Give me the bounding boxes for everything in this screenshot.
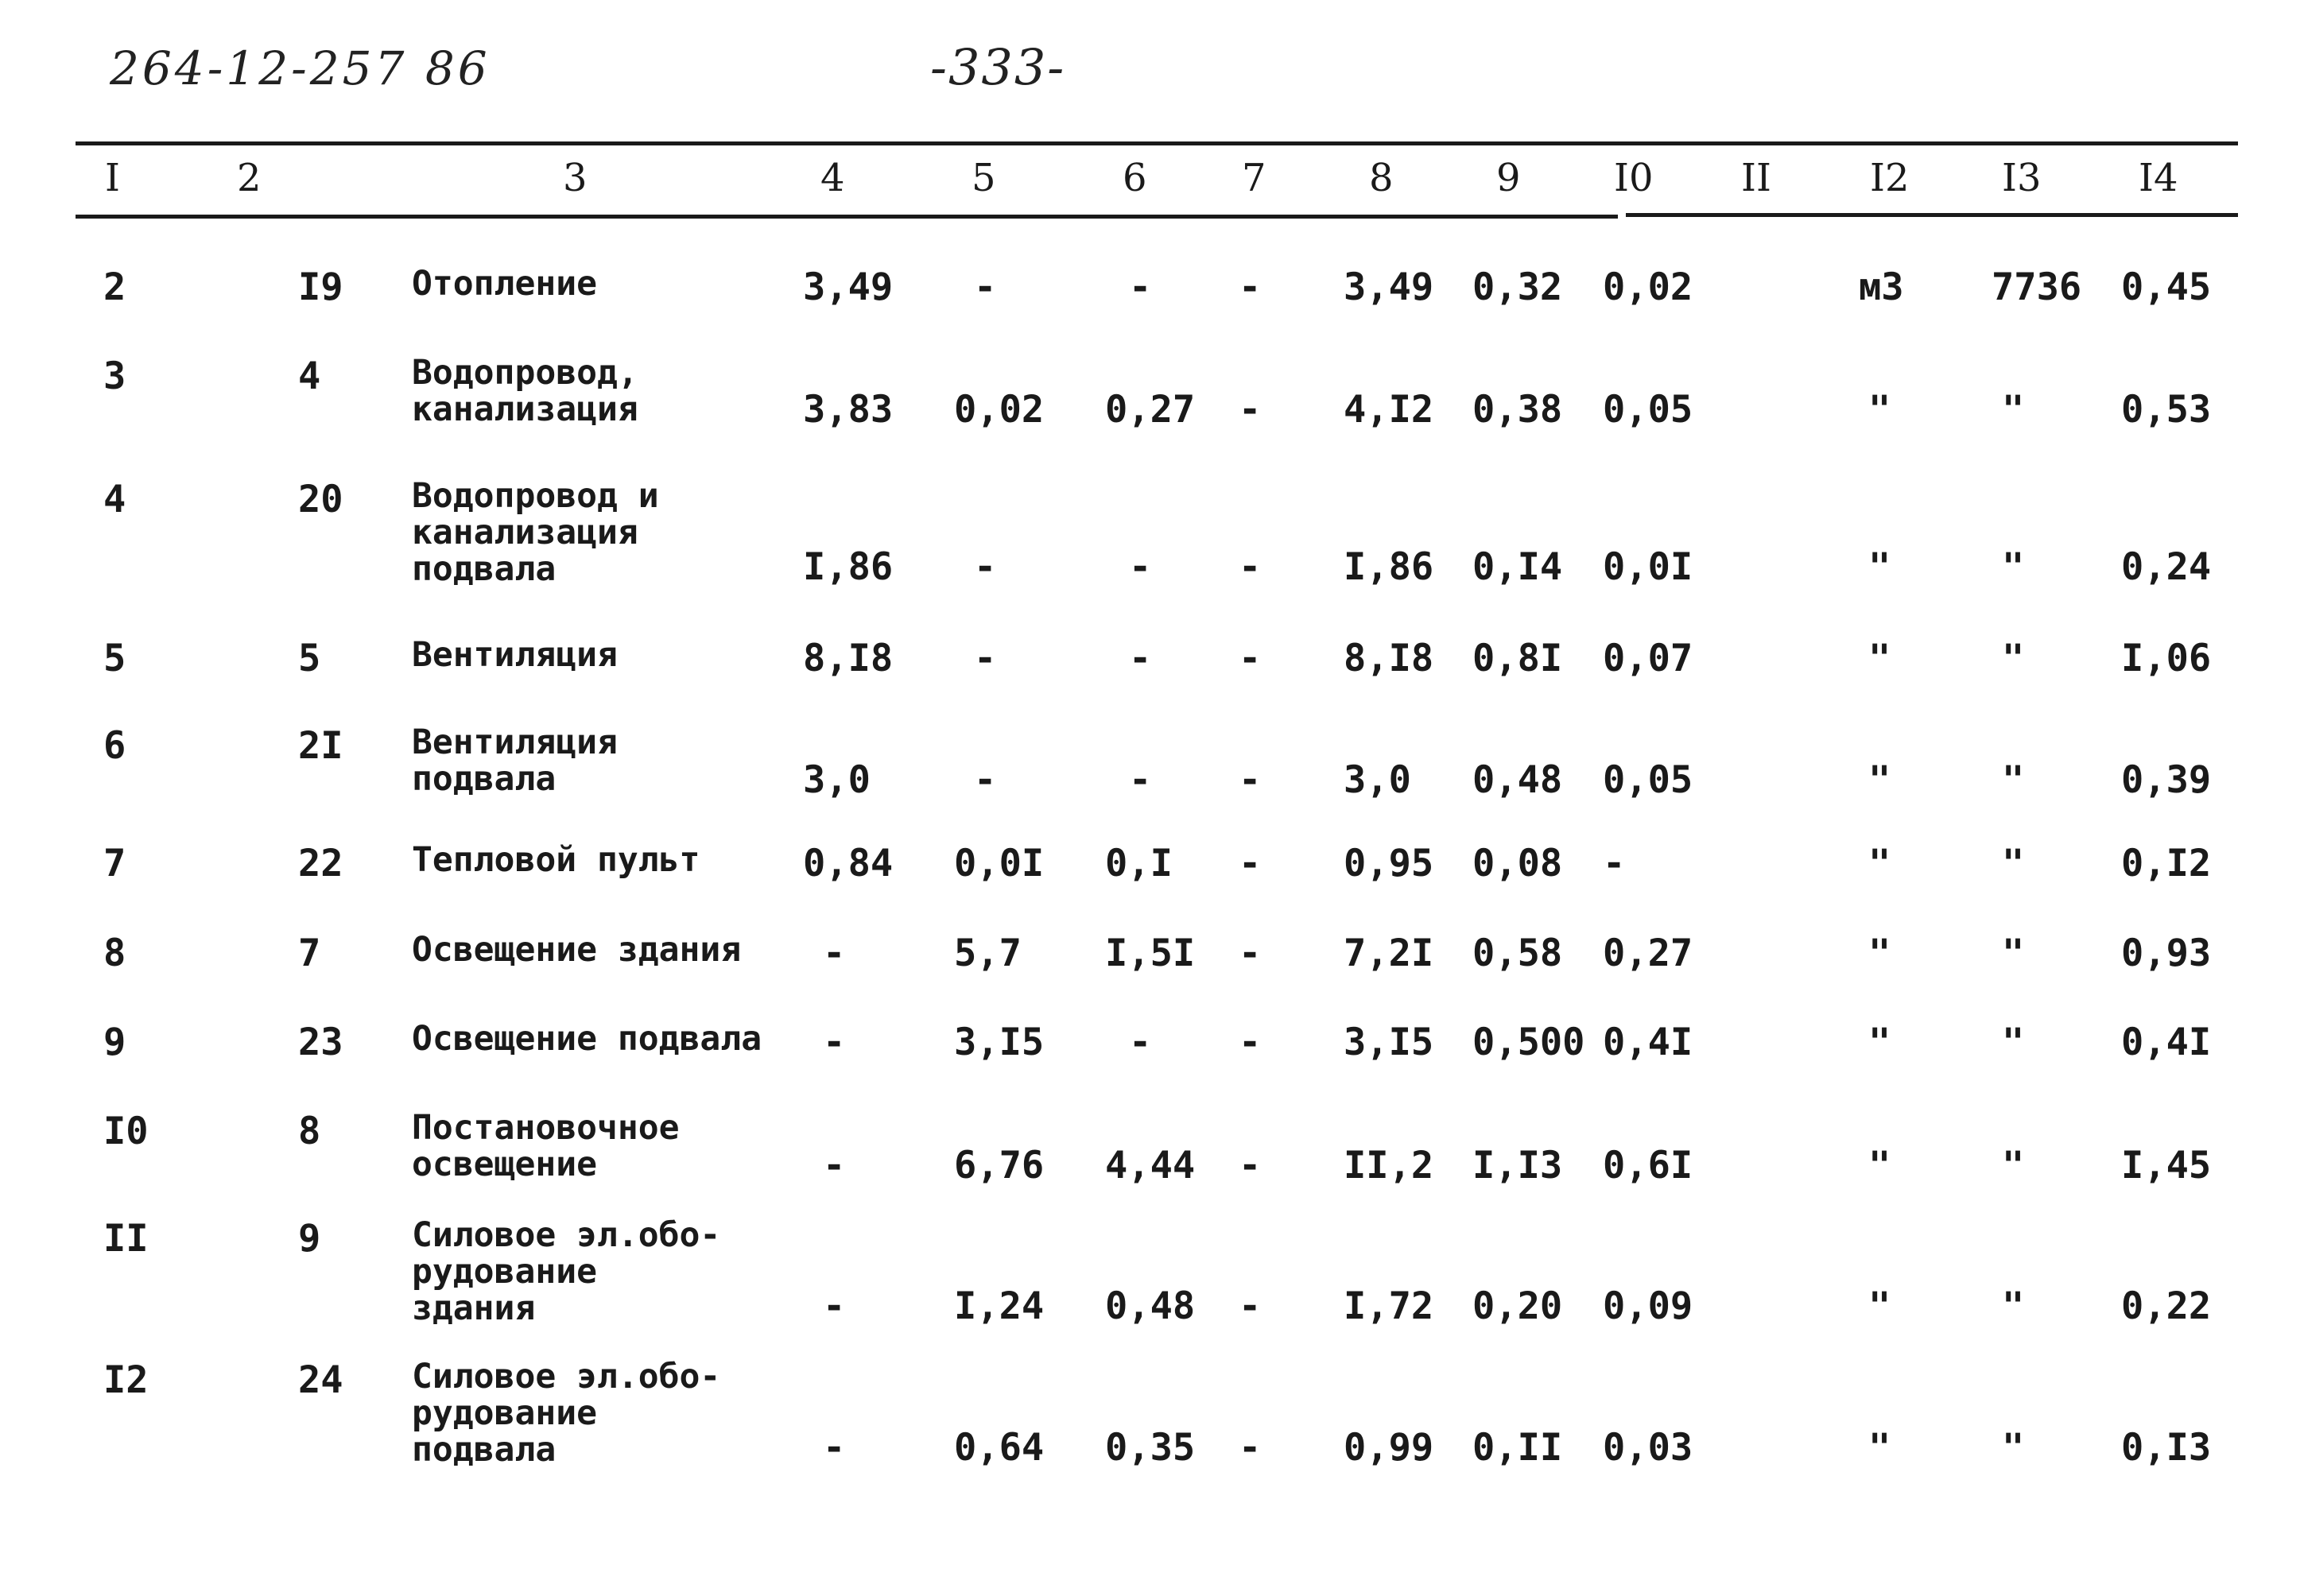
cell-c12: " [1868,545,1891,589]
cell-c5: 0,0I [954,842,1045,885]
row-code: 9 [298,1217,321,1261]
cell-c8: 0,99 [1344,1426,1434,1470]
cell-c8: 4,I2 [1344,388,1434,432]
cell-c10: 0,27 [1603,932,1693,975]
row-name: Вентиляция подвала [412,722,618,799]
cell-c7: - [1239,842,1262,885]
cell-c4: - [823,1021,846,1064]
cell-c13: " [2002,1144,2025,1187]
cell-c14: 0,53 [2121,388,2212,432]
cell-c10: 0,05 [1603,758,1693,802]
cell-c5: 6,76 [954,1144,1045,1187]
cell-c6: 0,27 [1105,388,1196,432]
cell-c13: " [2002,758,2025,802]
column-header: I2 [1870,156,1910,200]
cell-c4: - [823,1426,846,1470]
cell-c9: 0,58 [1472,932,1563,975]
cell-c12: " [1868,932,1891,975]
column-header: 8 [1369,156,1394,200]
cell-c14: 0,24 [2121,545,2212,589]
row-name: Вентиляция [412,635,618,675]
cell-c10: 0,07 [1603,637,1693,680]
row-number: 3 [103,354,126,398]
cell-c12: " [1868,758,1891,802]
cell-c7: - [1239,758,1262,802]
cell-c9: 0,38 [1472,388,1563,432]
cell-c8: 3,0 [1344,758,1411,802]
cell-c10: 0,05 [1603,388,1693,432]
cell-c9: 0,500 [1472,1021,1585,1064]
table-top-rule [76,141,2238,145]
row-name: Освещение здания [412,930,742,970]
row-number: 2 [103,265,126,309]
cell-c7: - [1239,1144,1262,1187]
cell-c9: 0,I4 [1472,545,1563,589]
row-code: 5 [298,637,321,680]
column-header: 6 [1123,156,1147,200]
cell-c14: 0,I3 [2121,1426,2212,1470]
cell-c13: " [2002,842,2025,885]
cell-c10: - [1603,842,1626,885]
cell-c9: 0,8I [1472,637,1563,680]
row-name: Освещение подвала [412,1019,762,1059]
cell-c6: - [1129,545,1152,589]
row-number: 4 [103,478,126,521]
column-header: 5 [972,156,996,200]
cell-c5: - [974,545,997,589]
cell-c14: 0,39 [2121,758,2212,802]
document-code: 264-12-257 86 [110,41,491,95]
cell-c5: - [974,265,997,309]
cell-c13: 7736 [1992,265,2082,309]
cell-c8: I,86 [1344,545,1434,589]
row-code: 2I [298,724,343,768]
cell-c9: 0,08 [1472,842,1563,885]
cell-c8: I,72 [1344,1284,1434,1328]
cell-c5: 0,64 [954,1426,1045,1470]
header-bottom-rule-right [1626,213,2238,217]
cell-c6: - [1129,637,1152,680]
column-header: 9 [1496,156,1521,200]
cell-c6: 0,48 [1105,1284,1196,1328]
cell-c4: 8,I8 [803,637,894,680]
cell-c6: - [1129,1021,1152,1064]
row-number: 8 [103,932,126,975]
row-number: 6 [103,724,126,768]
cell-c4: - [823,932,846,975]
cell-c10: 0,02 [1603,265,1693,309]
cell-c13: " [2002,1426,2025,1470]
cell-c12: " [1868,637,1891,680]
cell-c13: " [2002,388,2025,432]
cell-c7: - [1239,265,1262,309]
column-header: II [1741,156,1771,200]
row-name: Водопровод и канализация подвала [412,476,659,589]
cell-c13: " [2002,932,2025,975]
cell-c8: 0,95 [1344,842,1434,885]
row-code: 22 [298,842,343,885]
cell-c8: 3,I5 [1344,1021,1434,1064]
cell-c4: 3,83 [803,388,894,432]
column-header: 7 [1242,156,1266,200]
cell-c6: - [1129,265,1152,309]
cell-c12: " [1868,388,1891,432]
cell-c7: - [1239,545,1262,589]
cell-c4: - [823,1144,846,1187]
cell-c4: 0,84 [803,842,894,885]
row-number: 9 [103,1021,126,1064]
cell-c8: II,2 [1344,1144,1434,1187]
cell-c6: - [1129,758,1152,802]
cell-c5: - [974,758,997,802]
cell-c10: 0,6I [1603,1144,1693,1187]
cell-c5: 5,7 [954,932,1022,975]
cell-c14: I,45 [2121,1144,2212,1187]
row-name: Силовое эл.обо- рудование подвала [412,1357,721,1470]
cell-c14: I,06 [2121,637,2212,680]
page-number: -333- [930,38,1066,96]
cell-c6: 0,I [1105,842,1173,885]
column-header: I [105,156,120,200]
cell-c9: I,I3 [1472,1144,1563,1187]
cell-c14: 0,I2 [2121,842,2212,885]
cell-c14: 0,45 [2121,265,2212,309]
row-code: 23 [298,1021,343,1064]
cell-c7: - [1239,637,1262,680]
cell-c12: " [1868,842,1891,885]
row-code: 8 [298,1110,321,1153]
cell-c8: 3,49 [1344,265,1434,309]
cell-c7: - [1239,1021,1262,1064]
cell-c13: " [2002,637,2025,680]
row-name: Силовое эл.обо- рудование здания [412,1215,721,1328]
cell-c10: 0,09 [1603,1284,1693,1328]
column-header: I4 [2139,156,2178,200]
row-number: I2 [103,1358,149,1402]
cell-c4: - [823,1284,846,1328]
cell-c12: " [1868,1021,1891,1064]
header-bottom-rule [76,215,1618,219]
cell-c12: " [1868,1144,1891,1187]
cell-c9: 0,48 [1472,758,1563,802]
cell-c6: 0,35 [1105,1426,1196,1470]
row-name: Тепловой пульт [412,840,700,880]
row-code: 24 [298,1358,343,1402]
row-number: 7 [103,842,126,885]
cell-c5: - [974,637,997,680]
row-code: 4 [298,354,321,398]
cell-c7: - [1239,1426,1262,1470]
cell-c8: 8,I8 [1344,637,1434,680]
row-number: 5 [103,637,126,680]
row-number: I0 [103,1110,149,1153]
cell-c10: 0,4I [1603,1021,1693,1064]
cell-c9: 0,32 [1472,265,1563,309]
cell-c5: 3,I5 [954,1021,1045,1064]
row-code: I9 [298,265,343,309]
cell-c6: 4,44 [1105,1144,1196,1187]
cell-c4: 3,0 [803,758,871,802]
cell-c9: 0,II [1472,1426,1563,1470]
cell-c5: I,24 [954,1284,1045,1328]
cell-c8: 7,2I [1344,932,1434,975]
cell-c13: " [2002,545,2025,589]
row-number: II [103,1217,149,1261]
cell-c9: 0,20 [1472,1284,1563,1328]
column-header: 3 [563,156,588,200]
cell-c10: 0,0I [1603,545,1693,589]
row-name: Постановочное освещение [412,1108,680,1184]
cell-c7: - [1239,1284,1262,1328]
cell-c5: 0,02 [954,388,1045,432]
cell-c14: 0,4I [2121,1021,2212,1064]
row-name: Отопление [412,264,597,304]
cell-c6: I,5I [1105,932,1196,975]
column-header: I3 [2002,156,2042,200]
cell-c12: " [1868,1426,1891,1470]
cell-c4: 3,49 [803,265,894,309]
cell-c10: 0,03 [1603,1426,1693,1470]
cell-c4: I,86 [803,545,894,589]
cell-c13: " [2002,1284,2025,1328]
row-name: Водопровод, канализация [412,353,638,429]
cell-c7: - [1239,932,1262,975]
column-header: 2 [237,156,262,200]
cell-c14: 0,93 [2121,932,2212,975]
cell-c12: м3 [1859,265,1904,309]
cell-c12: " [1868,1284,1891,1328]
cell-c7: - [1239,388,1262,432]
column-header: I0 [1614,156,1654,200]
row-code: 20 [298,478,343,521]
cell-c14: 0,22 [2121,1284,2212,1328]
column-header: 4 [820,156,845,200]
cell-c13: " [2002,1021,2025,1064]
row-code: 7 [298,932,321,975]
